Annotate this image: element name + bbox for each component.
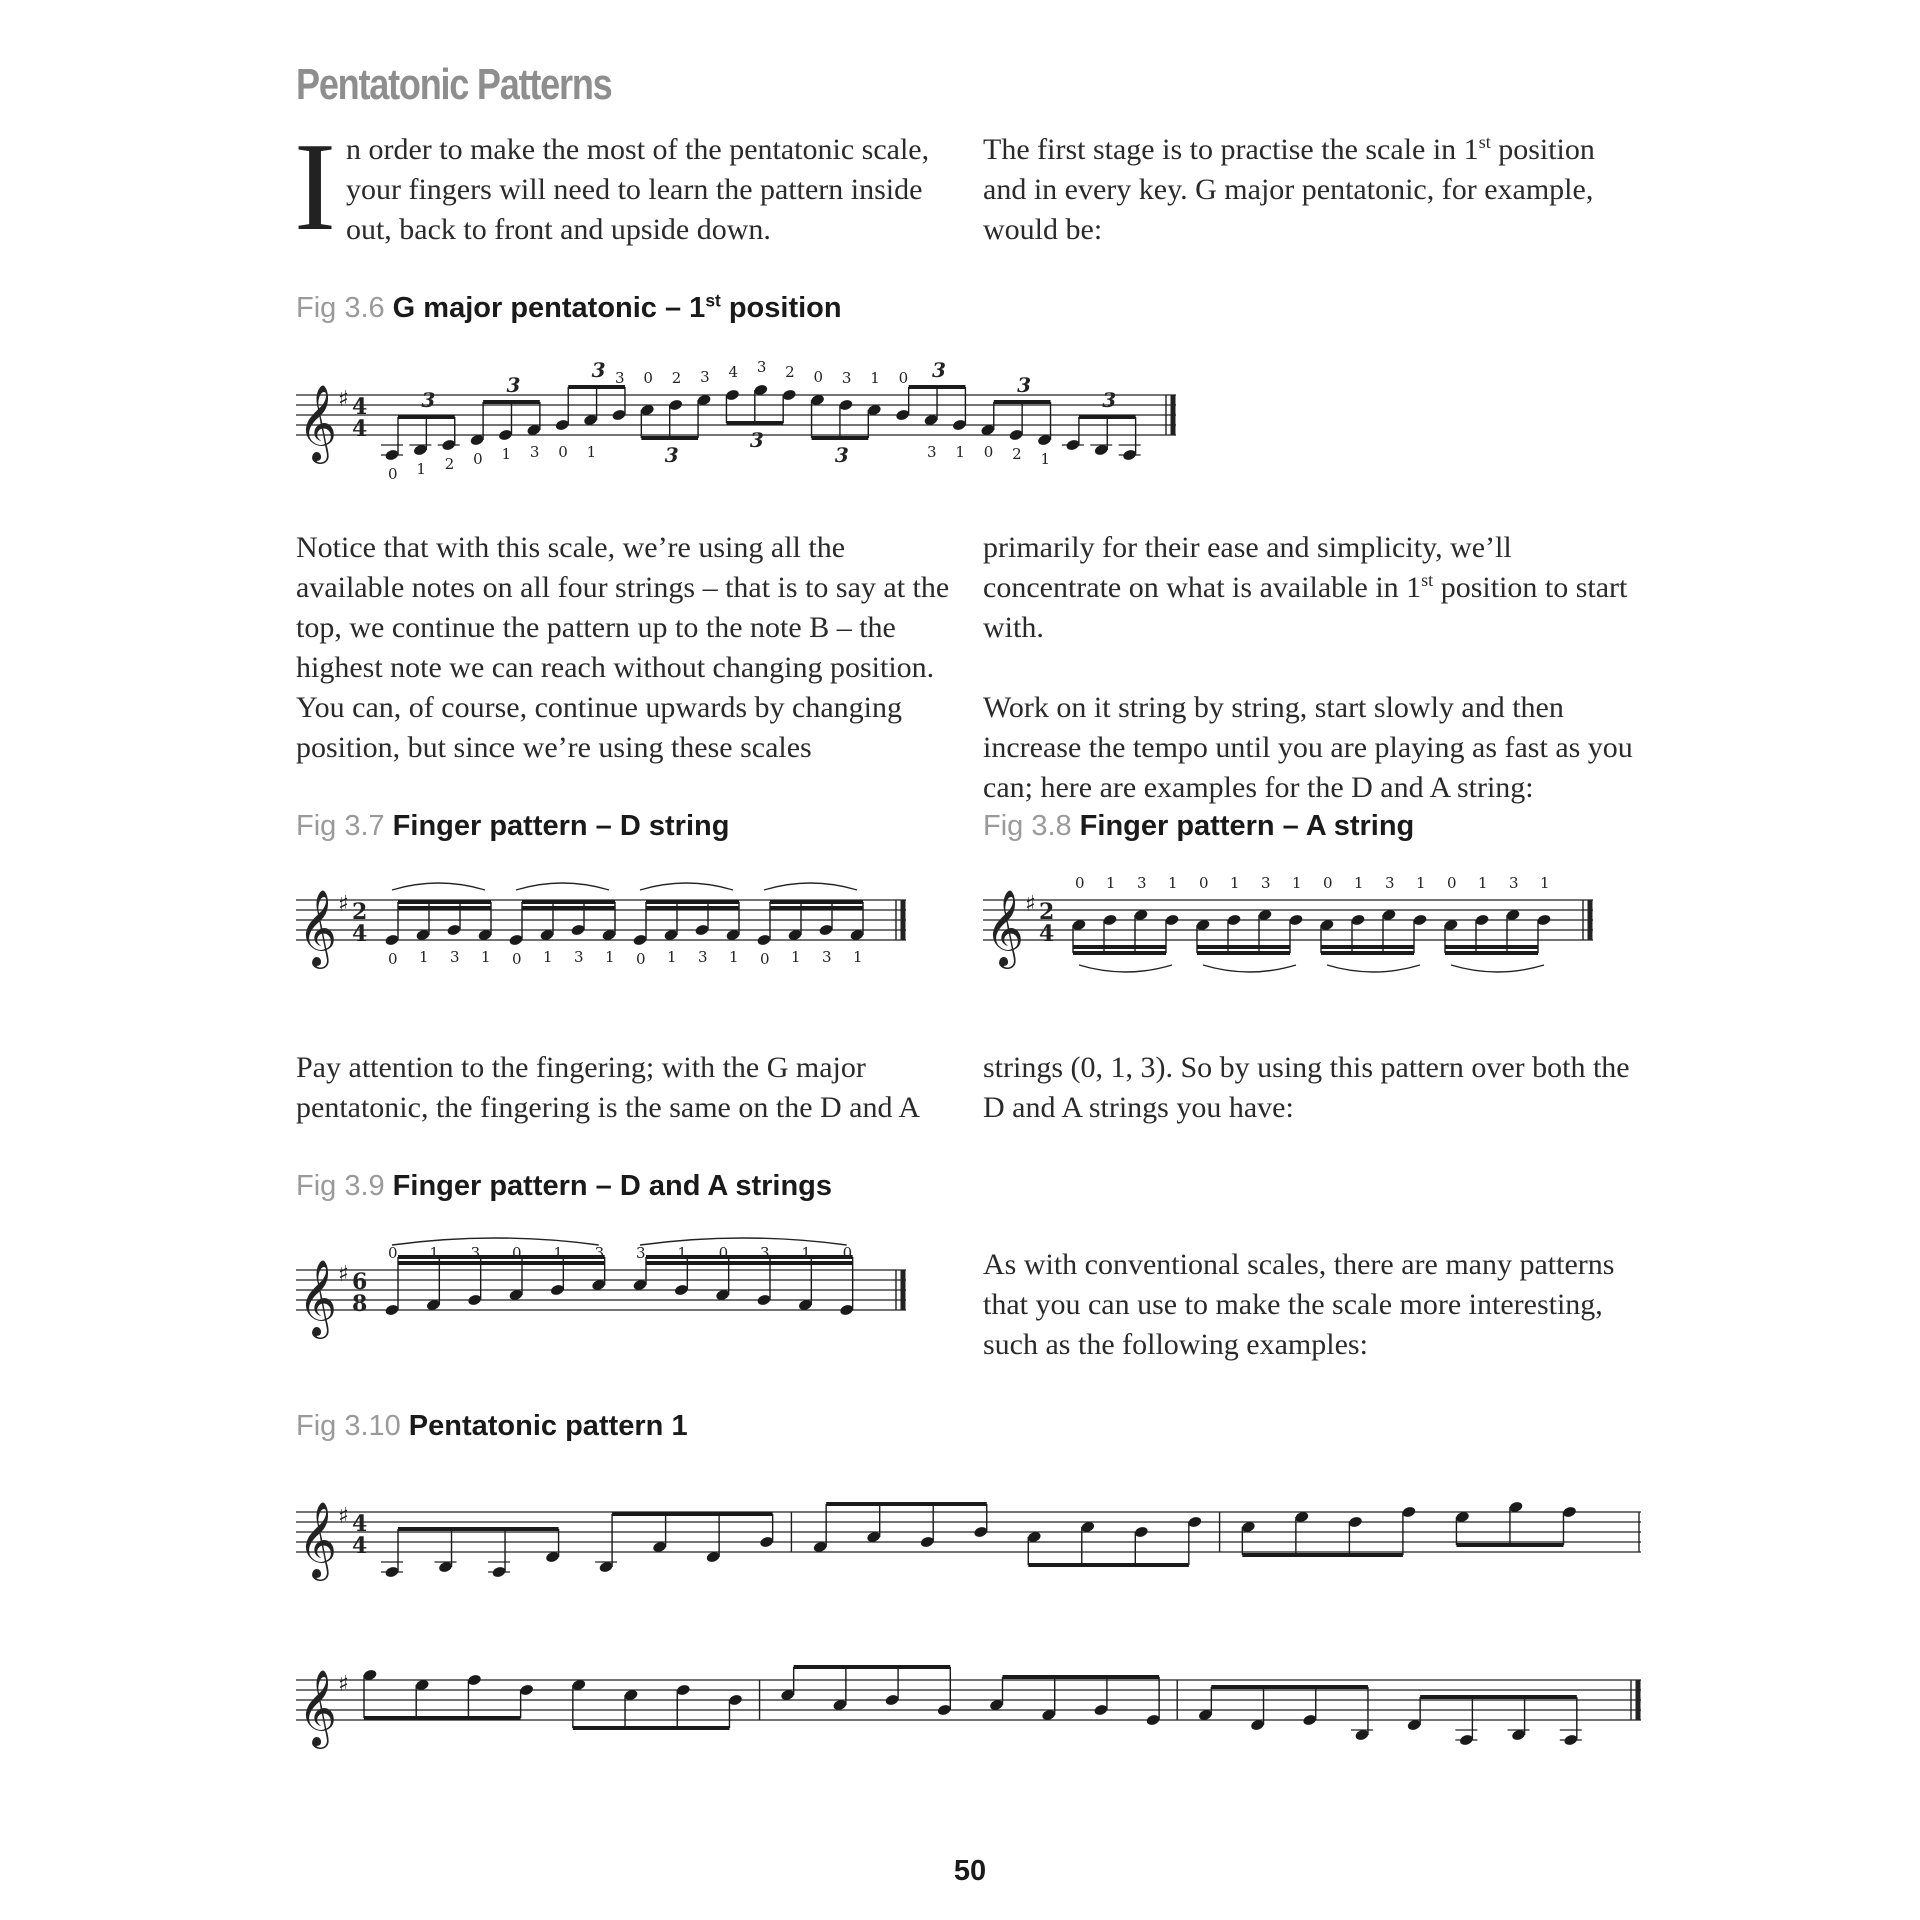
- fingering-number: 3: [1385, 874, 1395, 892]
- intro-right-column: [983, 130, 1643, 250]
- fingering-number: 3: [1509, 874, 1519, 892]
- fig-3-7-notation: [296, 860, 916, 1000]
- fingering-number: 4: [728, 363, 738, 381]
- fig-3-6-notation: [296, 350, 1176, 520]
- slur: [1451, 965, 1544, 972]
- time-signature-bottom: 4: [352, 921, 368, 947]
- fingering-number: 3: [636, 1244, 646, 1262]
- time-signature-top: 2: [352, 899, 368, 925]
- fingering-number: 3: [698, 948, 708, 966]
- fingering-number: 1: [667, 948, 677, 966]
- treble-clef: 𝄞: [298, 889, 338, 966]
- slur: [1327, 965, 1420, 972]
- fingering-number: 3: [574, 948, 584, 966]
- key-signature-sharp: ♯: [338, 1262, 349, 1287]
- fingering-number: 1: [416, 460, 426, 478]
- body-1-right: primarily for their ease and simplicity, we’ll concentrate on what is available in 1st position to start with. Work on it string by string, start slowly and then increase the tempo until you are playing as fast as you can; here are examples for the D and A string:: [983, 531, 1633, 804]
- intro-left-text: n order to make the most of the pentatonic scale, your fingers will need to learn the pattern inside out, back to front and upside down.: [345, 133, 930, 246]
- fingering-number: 2: [785, 363, 795, 381]
- triplet-mark: 3: [1102, 388, 1117, 412]
- fig-3-10-caption: Fig 3.10 Pentatonic pattern 1: [296, 1410, 688, 1442]
- fingering-number: 1: [853, 948, 863, 966]
- fingering-number: 1: [870, 369, 880, 387]
- fingering-number: 3: [841, 369, 852, 387]
- fig-3-6-caption: Fig 3.6 G major pentatonic – 1st position: [296, 290, 842, 324]
- fig-number: Fig 3.8: [983, 810, 1072, 842]
- intro-left-column: [294, 118, 956, 257]
- drop-cap: I: [294, 118, 336, 257]
- key-signature-sharp: ♯: [338, 1504, 349, 1529]
- fingering-number: 1: [605, 948, 615, 966]
- slur: [640, 883, 733, 890]
- page-number: 50: [953, 1855, 987, 1887]
- fingering-number: 1: [481, 948, 491, 966]
- time-signature-top: 2: [1039, 899, 1055, 925]
- triplet-mark: 3: [932, 358, 946, 382]
- fingering-number: 1: [1168, 874, 1178, 892]
- fingering-number: 2: [444, 455, 455, 473]
- triplet-mark: 3: [591, 358, 606, 382]
- body-2-right: strings (0, 1, 3). So by using this pattern over both the D and A strings you have:: [983, 1051, 1630, 1124]
- fingering-number: 1: [1540, 874, 1550, 892]
- fingering-number: 0: [1447, 874, 1457, 892]
- fig-number: Fig 3.10: [296, 1410, 401, 1442]
- slur: [1079, 965, 1172, 972]
- page-title: Pentatonic Patterns: [296, 60, 612, 109]
- fingering-number: 1: [429, 1244, 439, 1262]
- fingering-number: 0: [643, 369, 653, 387]
- fingering-number: 3: [470, 1244, 481, 1262]
- fingering-number: 3: [700, 368, 710, 386]
- slur: [1203, 965, 1296, 972]
- body-2-left: Pay attention to the fingering; with the G major pentatonic, the fingering is the same on the D and A: [296, 1051, 921, 1124]
- body-1-left: Notice that with this scale, we’re using all the available notes on all four strings – that is to say at the top, we continue the pattern up to the note B – the highest note we can reach without changing position. You can, of course, continue upwards by changing position, but since we’re using these scales: [296, 531, 950, 764]
- fingering-number: 1: [1230, 874, 1240, 892]
- triplet-mark: 3: [1017, 373, 1032, 397]
- fingering-number: 1: [543, 948, 553, 966]
- fingering-number: 3: [614, 369, 625, 387]
- time-signature-bottom: 4: [1039, 921, 1055, 947]
- fig-number: Fig 3.7: [296, 810, 385, 842]
- key-signature-sharp: ♯: [1025, 892, 1036, 917]
- fingering-number: 1: [553, 1244, 563, 1262]
- fingering-number: 1: [1354, 874, 1364, 892]
- treble-clef: 𝄞: [298, 384, 338, 461]
- time-signature-bottom: 8: [352, 1291, 368, 1317]
- triplet-mark: 3: [749, 428, 764, 452]
- fingering-number: 1: [1478, 874, 1488, 892]
- fingering-number: 3: [1137, 874, 1147, 892]
- fingering-number: 1: [501, 445, 512, 463]
- fingering-number: 0: [512, 950, 522, 968]
- triplet-mark: 3: [506, 373, 521, 397]
- fingering-number: 1: [1416, 874, 1426, 892]
- fingering-number: 1: [1106, 874, 1116, 892]
- fingering-number: 0: [512, 1244, 522, 1262]
- fingering-number: 3: [529, 443, 540, 461]
- fingering-number: 2: [1012, 445, 1022, 463]
- slur: [392, 1238, 599, 1245]
- fig-3-9-caption: Fig 3.9 Finger pattern – D and A strings: [296, 1170, 833, 1202]
- time-signature-top: 4: [352, 1511, 368, 1537]
- fingering-number: 0: [388, 1244, 398, 1262]
- fingering-number: 1: [955, 443, 965, 461]
- fingering-number: 1: [586, 443, 597, 461]
- fingering-number: 3: [822, 948, 832, 966]
- triplet-mark: 3: [664, 443, 679, 467]
- fig-number: Fig 3.6: [296, 292, 385, 324]
- fingering-number: 0: [842, 1244, 853, 1262]
- treble-clef: 𝄞: [298, 1259, 338, 1336]
- fingering-number: 1: [1292, 874, 1302, 892]
- triplet-mark: 3: [834, 443, 849, 467]
- fingering-number: 1: [1040, 450, 1051, 468]
- time-signature-top: 6: [352, 1269, 368, 1295]
- treble-clef: 𝄞: [298, 1669, 338, 1746]
- fingering-number: 1: [801, 1244, 811, 1262]
- fig-number: Fig 3.9: [296, 1170, 385, 1202]
- treble-clef: 𝄞: [298, 1501, 338, 1578]
- treble-clef: 𝄞: [985, 889, 1025, 966]
- fingering-number: 3: [1261, 874, 1271, 892]
- fingering-number: 0: [388, 950, 398, 968]
- fingering-number: 2: [671, 369, 682, 387]
- fingering-number: 3: [927, 443, 937, 461]
- slur: [640, 1238, 847, 1245]
- fingering-number: 0: [718, 1244, 729, 1262]
- fingering-number: 1: [791, 948, 801, 966]
- slur: [764, 883, 857, 890]
- fig-3-7-caption: Fig 3.7 Finger pattern – D string: [296, 810, 730, 842]
- intro-right-text: The first stage is to practise the scale in 1st position and in every key. G major pentatonic, for example, would be:: [983, 132, 1595, 246]
- fingering-number: 0: [760, 950, 770, 968]
- fingering-number: 0: [983, 443, 994, 461]
- fingering-number: 0: [388, 465, 398, 483]
- key-signature-sharp: ♯: [338, 387, 349, 412]
- triplet-mark: 3: [421, 388, 436, 412]
- fingering-number: 1: [419, 948, 429, 966]
- time-signature-top: 4: [352, 394, 368, 420]
- fingering-number: 3: [450, 948, 460, 966]
- fig-3-8-caption: Fig 3.8 Finger pattern – A string: [983, 810, 1415, 842]
- fig-3-10-notation-line-2: [296, 1635, 1646, 1775]
- slur: [516, 883, 609, 890]
- key-signature-sharp: ♯: [338, 1672, 349, 1697]
- fingering-number: 1: [729, 948, 739, 966]
- fingering-number: 3: [756, 358, 767, 376]
- fig-3-10-notation-line-1: [296, 1470, 1646, 1600]
- fingering-number: 3: [760, 1244, 770, 1262]
- fingering-number: 1: [677, 1244, 687, 1262]
- fingering-number: 0: [558, 443, 568, 461]
- fingering-number: 0: [473, 450, 483, 468]
- fingering-number: 0: [1075, 874, 1085, 892]
- fingering-number: 0: [813, 368, 824, 386]
- fingering-number: 3: [594, 1244, 605, 1262]
- fingering-number: 0: [1323, 874, 1333, 892]
- fig-3-9-notation: [296, 1225, 916, 1375]
- fig-3-8-notation: [983, 860, 1603, 1000]
- fingering-number: 0: [636, 950, 646, 968]
- body-3-right: As with conventional scales, there are many patterns that you can use to make the scale more interesting, such as the following examples:: [983, 1248, 1615, 1361]
- fingering-number: 0: [898, 369, 909, 387]
- time-signature-bottom: 4: [352, 416, 368, 442]
- time-signature-bottom: 4: [352, 1533, 368, 1559]
- key-signature-sharp: ♯: [338, 892, 349, 917]
- fingering-number: 0: [1199, 874, 1209, 892]
- slur: [392, 883, 485, 890]
